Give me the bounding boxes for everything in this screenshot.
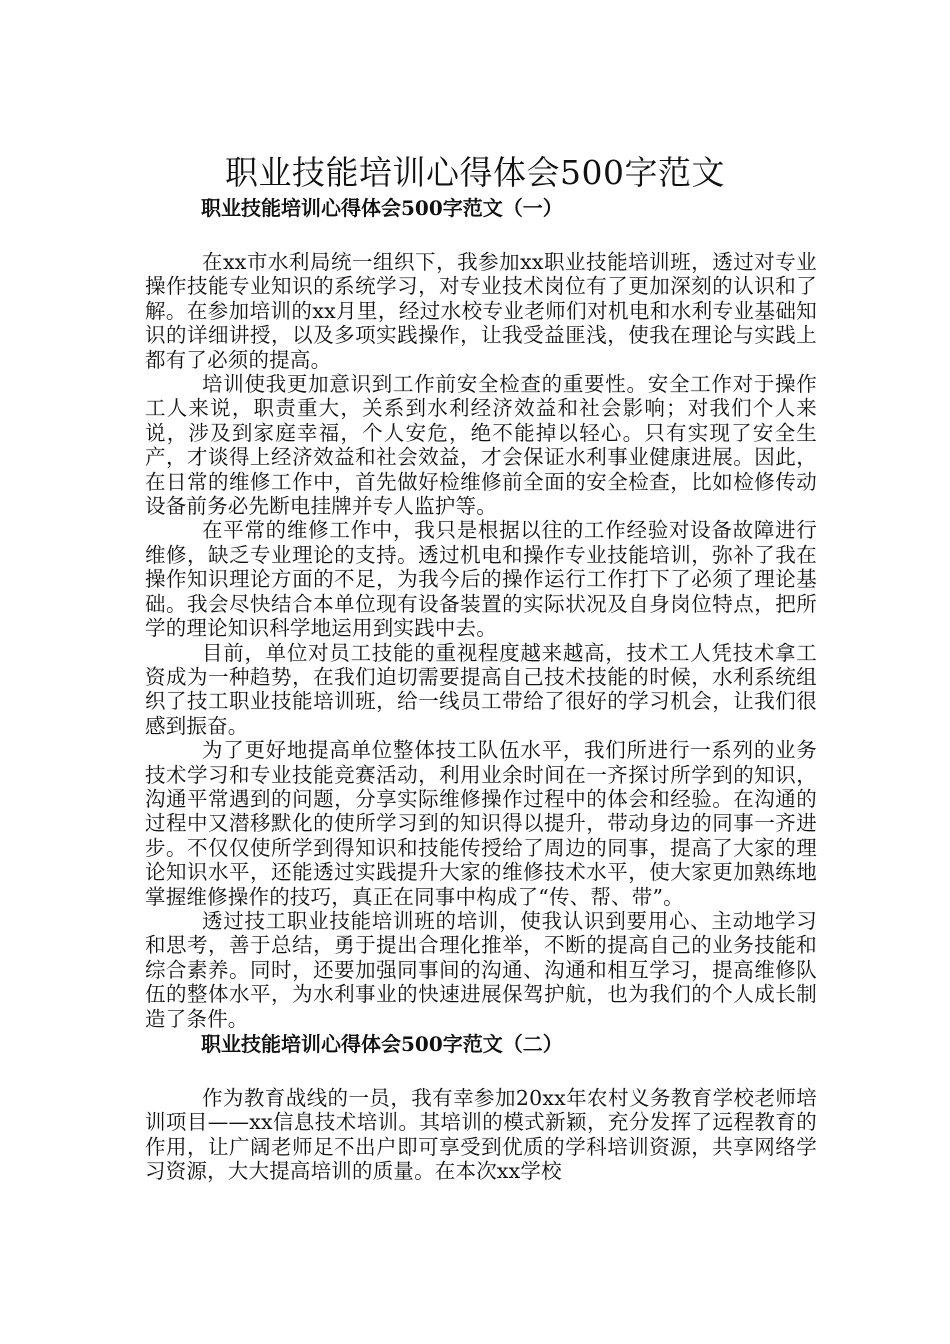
paragraph: 在xx市水利局统一组织下，我参加xx职业技能培训班，透过对专业操作技能专业知识的系统学习，对专业技术岗位有了更加深刻的认识和了解。在参加培训的xx月里，经过水校专业老师们对机电和水利专业基础知识的详细讲授，以及多项实践操作，让我受益匪浅，使我在理论与实践上都有了必须的提高。 [145,250,817,372]
section-heading-2: 职业技能培训心得体会500字范文（二） [201,1032,563,1056]
paragraph: 作为教育战线的一员，我有幸参加20xx年农村义务教育学校老师培训项目——xx信息技术培训。其培训的模式新颖，充分发挥了远程教育的作用，让广阔老师足不出户即可享受到优质的学科培训资源，共享网络学习资源，大大提高培训的质量。在本次xx学校 [145,1086,817,1184]
section-heading-1: 职业技能培训心得体会500字范文（一） [201,196,563,220]
document-title: 职业技能培训心得体会500字范文 [225,153,725,193]
paragraph: 在平常的维修工作中，我只是根据以往的工作经验对设备故障进行维修，缺乏专业理论的支持。透过机电和操作专业技能培训，弥补了我在操作知识理论方面的不足，为我今后的操作运行工作打下了必须了理论基础。我会尽快结合本单位现有设备装置的实际状况及自身岗位特点，把所学的理论知识科学地运用到实践中去。 [145,518,817,641]
document-body [145,196,817,1184]
paragraph: 目前，单位对员工技能的重视程度越来越高，技术工人凭技术拿工资成为一种趋势，在我们迫切需要提高自己技术技能的时候，水利系统组织了技工职业技能培训班，给一线员工带给了很好的学习机会，让我们很感到振奋。 [145,640,817,738]
paragraph: 培训使我更加意识到工作前安全检查的重要性。安全工作对于操作工人来说，职责重大，关系到水利经济效益和社会影响；对我们个人来说，涉及到家庭幸福，个人安危，绝不能掉以轻心。只有实现了安全生产，才谈得上经济效益和社会效益，才会保证水利事业健康进展。因此，在日常的维修工作中，首先做好检维修前全面的安全检查，比如检修传动设备前务必先断电挂牌并专人监护等。 [145,372,817,519]
paragraph: 为了更好地提高单位整体技工队伍水平，我们所进行一系列的业务技术学习和专业技能竞赛活动，利用业余时间在一齐探讨所学到的知识，沟通平常遇到的问题，分享实际维修操作过程中的体会和经验。在沟通的过程中又潜移默化的使所学习到的知识得以提升，带动身边的同事一齐进步。不仅仅使所学到得知识和技能传授给了周边的同事，提高了大家的理论知识水平，还能透过实践提升大家的维修技术水平，使大家更加熟练地掌握维修操作的技巧，真正在同事中构成了“传、帮、带”。 [145,738,817,909]
paragraph: 透过技工职业技能培训班的培训，使我认识到要用心、主动地学习和思考，善于总结，勇于提出合理化推举，不断的提高自己的业务技能和综合素养。同时，还要加强同事间的沟通、沟通和相互学习，提高维修队伍的整体水平，为水利事业的快速进展保驾护航，也为我们的个人成长制造了条件。 [145,908,817,1031]
